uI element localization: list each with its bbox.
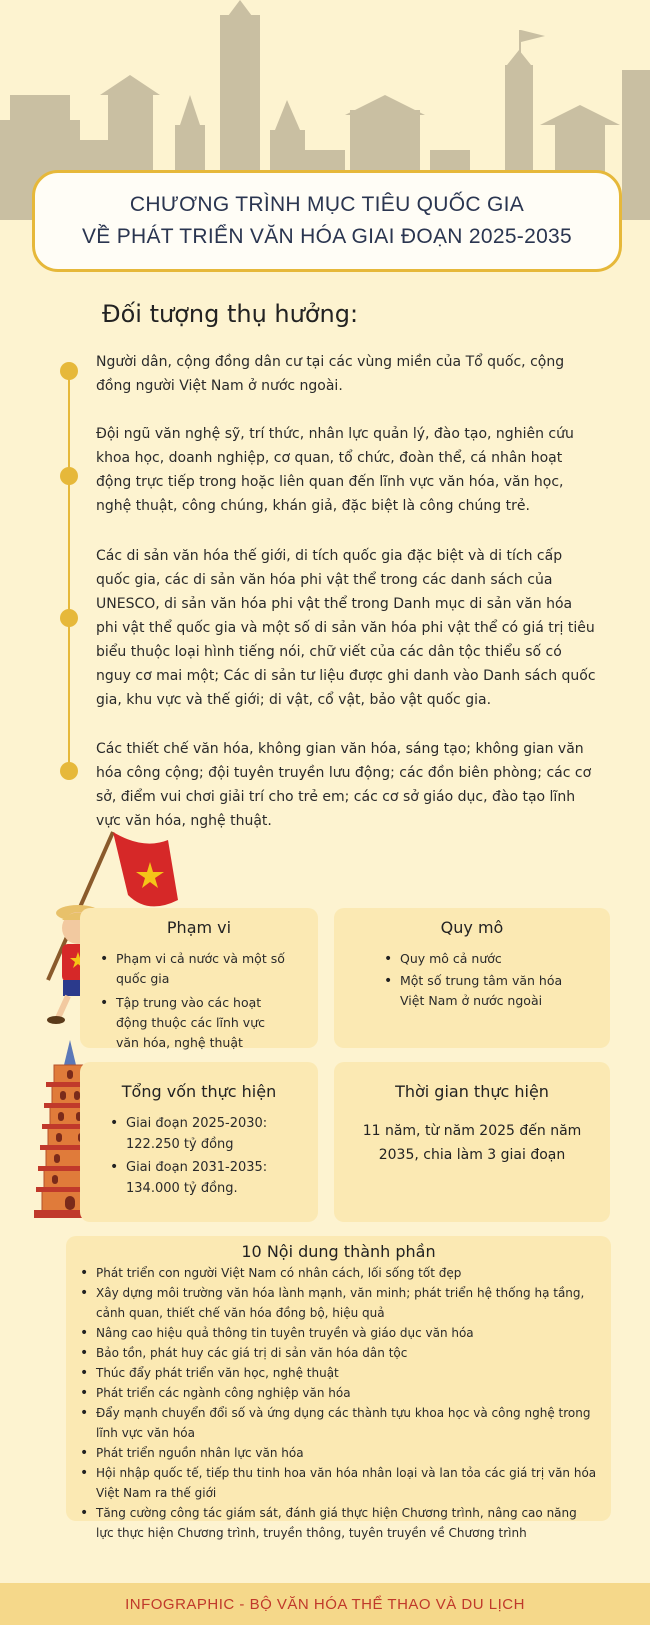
- scale-card: [334, 908, 610, 1048]
- list-item: • Phát triển nguồn nhân lực văn hóa: [66, 1443, 611, 1463]
- timeline-dot: [60, 467, 78, 485]
- timeline-dot: [60, 762, 78, 780]
- timeline-dot: [60, 609, 78, 627]
- list-item: • Phát triển con người Việt Nam có nhân cách, lối sống tốt đẹp: [66, 1263, 611, 1283]
- timeframe-line-1: 11 năm, từ năm 2025 đến năm: [362, 1123, 582, 1139]
- list-item: • Xây dựng môi trường văn hóa lành mạnh, văn minh; phát triển hệ thống hạ tầng, cảnh quan, thiết chế văn hóa đồng bộ, hiệu quả: [66, 1283, 611, 1323]
- timeline-line: [68, 370, 70, 770]
- timeline-dot: [60, 362, 78, 380]
- title-line-1: CHƯƠNG TRÌNH MỤC TIÊU QUỐC GIA: [129, 193, 525, 216]
- list-item: • Giai đoạn 2031-2035: 134.000 tỷ đồng.: [108, 1157, 288, 1199]
- beneficiaries-heading: Đối tượng thụ hưởng:: [102, 300, 359, 328]
- budget-list: [108, 1113, 288, 1199]
- list-item: • Hội nhập quốc tế, tiếp thu tinh hoa văn hóa nhân loại và lan tỏa các giá trị văn hóa Việt Nam ra thế giới: [66, 1463, 611, 1503]
- title-banner: [32, 170, 622, 272]
- components-list: [66, 1263, 611, 1543]
- list-item: • Giai đoạn 2025-2030: 122.250 tỷ đồng: [108, 1113, 288, 1155]
- scope-card: [80, 908, 318, 1048]
- beneficiary-item: Các di sản văn hóa thế giới, di tích quốc gia đặc biệt và di tích cấp quốc gia, các di sản văn hóa phi vật thể trong các danh sách của UNESCO, di sản văn hóa phi vật thể trong Danh mục di sản văn hóa phi vật thể quốc gia và một số di sản văn hóa phi vật thể có giá trị tiêu biểu thuộc loại hình tiếng nói, chữ viết của các dân tộc thiểu số có nguy cơ mai một; Các di sản tư liệu được ghi danh vào Danh sách quốc gia, khu vực và thế giới; di vật, cổ vật, bảo vật quốc gia.: [96, 548, 596, 708]
- scale-title: Quy mô: [440, 918, 504, 937]
- footer-bar: [0, 1583, 650, 1625]
- beneficiary-item: Đội ngũ văn nghệ sỹ, trí thức, nhân lực quản lý, đào tạo, nghiên cứu khoa học, doanh nghiệp, cơ quan, tổ chức, đoàn thể, cá nhân hoạt động trực tiếp trong hoặc liên quan đến lĩnh vực văn hóa, văn học, nghệ thuật, công chúng, khán giả, đặc biệt là công chúng trẻ.: [96, 426, 574, 514]
- list-item: • Một số trung tâm văn hóa Việt Nam ở nước ngoài: [382, 971, 582, 1011]
- list-item: • Tăng cường công tác giám sát, đánh giá thực hiện Chương trình, nâng cao năng lực thực hiện Chương trình, truyền thông, tuyên truyền về Chương trình: [66, 1503, 611, 1543]
- list-item: • Thúc đẩy phát triển văn học, nghệ thuật: [66, 1363, 611, 1383]
- timeframe-line-2: 2035, chia làm 3 giai đoạn: [378, 1147, 566, 1163]
- list-item: • Phạm vi cả nước và một số quốc gia: [98, 949, 288, 989]
- components-box: [66, 1236, 611, 1540]
- scope-title: Phạm vi: [166, 918, 232, 937]
- budget-title: Tổng vốn thực hiện: [121, 1082, 277, 1101]
- components-title: 10 Nội dung thành phần: [241, 1242, 436, 1261]
- scale-list: [382, 949, 582, 1011]
- timeframe-card: [334, 1062, 610, 1222]
- beneficiary-item: Người dân, cộng đồng dân cư tại các vùng miền của Tổ quốc, cộng đồng người Việt Nam ở nước ngoài.: [96, 354, 565, 394]
- list-item: • Phát triển các ngành công nghiệp văn hóa: [66, 1383, 611, 1403]
- list-item: • Nâng cao hiệu quả thông tin tuyên truyền và giáo dục văn hóa: [66, 1323, 611, 1343]
- list-item: • Quy mô cả nước: [382, 949, 582, 969]
- list-item: • Đẩy mạnh chuyển đổi số và ứng dụng các thành tựu khoa học và công nghệ trong lĩnh vực văn hóa: [66, 1403, 611, 1443]
- footer-text: INFOGRAPHIC - BỘ VĂN HÓA THỂ THAO VÀ DU LỊCH: [125, 1595, 525, 1613]
- budget-card: [80, 1062, 318, 1222]
- list-item: • Bảo tồn, phát huy các giá trị di sản văn hóa dân tộc: [66, 1343, 611, 1363]
- title-line-2: VỀ PHÁT TRIỂN VĂN HÓA GIAI ĐOẠN 2025-2035: [81, 225, 573, 248]
- beneficiary-item: Các thiết chế văn hóa, không gian văn hóa, sáng tạo; không gian văn hóa công cộng; đội tuyên truyền lưu động; các đồn biên phòng; các cơ sở, điểm vui chơi giải trí cho trẻ em; các cơ sở giáo dục, đào tạo lĩnh vực văn hóa, nghệ thuật.: [96, 741, 592, 829]
- timeframe-title: Thời gian thực hiện: [395, 1082, 549, 1101]
- list-item: • Tập trung vào các hoạt động thuộc các lĩnh vực văn hóa, nghệ thuật: [98, 993, 288, 1053]
- scope-list: [98, 949, 288, 1053]
